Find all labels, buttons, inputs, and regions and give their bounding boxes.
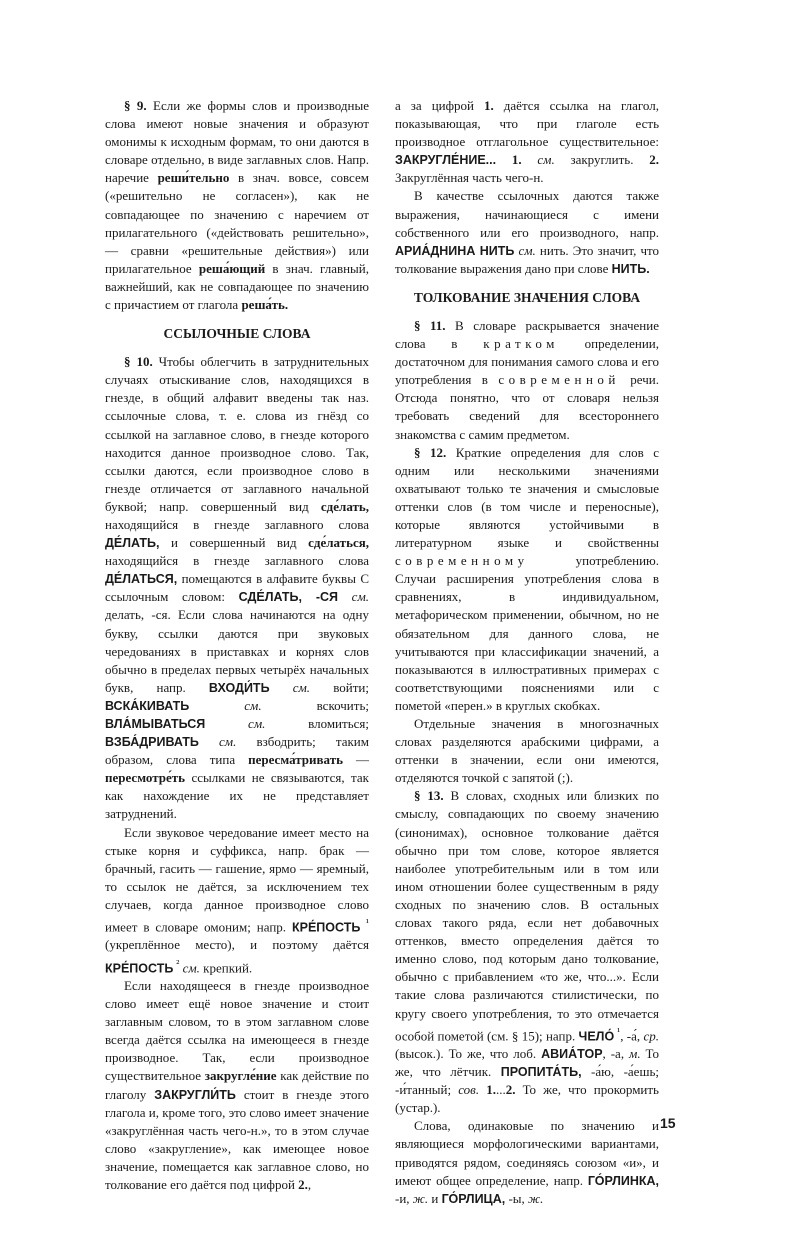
section-number: § 9. <box>124 98 147 113</box>
example-word: сде́латься, <box>308 535 369 551</box>
section-number: § 12. <box>414 444 447 460</box>
abbreviation: ж. <box>412 1190 429 1206</box>
headword: СДЕ́ЛАТЬ, -СЯ <box>238 590 339 605</box>
headword: КРЕ́ПОСТЬ <box>105 960 174 975</box>
abbreviation: м. <box>629 1046 641 1062</box>
abbreviation: см. <box>338 589 369 605</box>
headword: ГО́РЛИЦА, <box>441 1191 506 1206</box>
headword: АРИА́ДНИНА НИТЬ <box>395 243 515 258</box>
example-word: пересма́тривать <box>248 752 343 768</box>
abbreviation: см. <box>189 697 262 713</box>
headword: ВСКА́КИВАТЬ <box>105 698 190 713</box>
paragraph-10-sound-alternation: Если звуковое чередование имеет место на стыке корня и суффикса, напр. брак — брачный, гасить — гашение, ярмо — яремный, то ссылок не даётся, за исключением тех случаев, когда данное производное слово имеет в словаре омоним; напр. КРЕ́ПОСТЬ $^{^1}$ (укреплённое место), и поэтому даётся КРЕ́ПОСТЬ $^{^2}$ см. крепкий. <box>105 824 369 975</box>
example-word: реша́ть. <box>241 297 289 313</box>
abbreviation: см. <box>514 242 536 258</box>
right-column <box>395 97 659 1208</box>
paragraph-10-nested-derivative: Если находящееся в гнезде производное слово имеет ещё новое значение и стоит заглавным словом, то в этом заглавном слове всегда даётся ссылка на имеющееся в гнезде производное. Так, если производное существительное закругле́ние как действие по глаголу ЗАКРУГЛИ́ТЬ стоит в гнезде этого глагола и, кроме того, это слово имеет значение «закруглённая часть чего-н.», то в этом случае слово «закругление», как имеющее новое значение, помещается как заглавное слово, но толкование его даётся под цифрой 2., <box>105 977 370 1192</box>
section-heading-meaning: ТОЛКОВАНИЕ ЗНАЧЕНИЯ СЛОВА <box>413 289 641 305</box>
example-word: сде́лать, <box>320 498 369 514</box>
abbreviation: см. <box>205 716 266 731</box>
example-word: пересмотре́ть <box>105 770 186 786</box>
headword: КРЕ́ПОСТЬ <box>291 920 361 935</box>
abbreviation: ср. <box>643 1027 659 1043</box>
headword: АВИА́ТОР <box>541 1047 603 1062</box>
example-word: закругле́ние <box>204 1068 277 1084</box>
homonym-index: ¹ <box>614 1025 621 1038</box>
paragraph-10: § 10. Чтобы облегчить в затруднительных случаях отыскивание слов, находящихся в гнезде, в общий алфавит введены так наз. ссылочные слова, т. е. слова из гнёзд со ссылкой на заглавное слово, в гнезде которого находится данное производное слово. Так, ссылки даются, если производное слово в гнезде отличается от заглавного начальной буквой; напр. совершенный вид сде́лать, находящийся в гнезде заглавного слова ДЕ́ЛАТЬ, и совершенный вид сде́латься, находящийся в гнезде заглавного слова ДЕ́ЛАТЬСЯ, помещаются в алфавите буквы С ссылочным словом: СДЕ́ЛАТЬ, -СЯ см. делать, -ся. Если слова начинаются на одну букву, ссылки даются при звуковых чередованиях в приставках и корнях слов обычно в пределах первых четырёх начальных букв, напр. ВХОДИ́ТЬ см. войти; ВСКА́КИВАТЬ см. вскочить; ВЛА́МЫВАТЬСЯ см. вломиться; ВЗБА́ДРИВАТЬ см. взбодрить; таким образом, слова типа пересма́тривать — пересмотре́ть ссылками не связываются, так как нахождение их не представляет затруднений. <box>105 354 370 822</box>
abbreviation: сов. <box>458 1082 480 1098</box>
meaning-number: 1. <box>496 152 522 168</box>
headword: ВХОДИ́ТЬ <box>208 680 270 695</box>
headword: ДЕ́ЛАТЬСЯ, <box>105 572 178 587</box>
meaning-number: 2. <box>505 1082 516 1098</box>
left-column <box>105 97 369 1194</box>
abbreviation: см. <box>269 679 311 695</box>
abbreviation: см. <box>198 734 237 750</box>
abbreviation: см. <box>179 959 200 975</box>
headword: ВЛА́МЫВАТЬСЯ <box>105 717 206 731</box>
meaning-number: 2. <box>649 152 659 168</box>
spaced-emphasis: современному <box>395 553 529 569</box>
paragraph-13: § 13. В словах, сходных или близких по смыслу, совпадающих по своему значению (синонимах), основное толкование даётся обычно при том слове, которое является наиболее употребительным или в том или ином отношении более существенным в ряду сходных по значению слов. В остальных словах такого ряда, если нет добавочных оттенков, вместо определения даётся то именно слово, под которым дано толкование, обычно с прибавлением «то же, что...». Если такие слова различаются стилистически, по кругу своего употребления, то это отмечается особой пометой (см. § 15); напр. ЧЕЛО́ $^{^1}$, -а́, ср. (высок.). То же, что лоб. АВИА́ТОР, -а, м. То же, что лётчик. ПРОПИТА́ТЬ, -а́ю, -а́ешь; -и́танный; сов. 1....2. То же, что прокормить (устар.). <box>395 788 660 1116</box>
headword: ПРОПИТА́ТЬ, <box>500 1065 582 1080</box>
paragraph-13-variants: Слова, одинаковые по значению и являющиеся морфологическими вариантами, приводятся рядом, соединяясь союзом «и», и имеют общее определение, напр. ГО́РЛИНКА, -и, ж. и ГО́РЛИЦА, -ы, ж. <box>395 1118 659 1206</box>
example-word: реша́ющий <box>198 260 266 276</box>
headword: ВЗБА́ДРИВАТЬ <box>105 735 199 750</box>
homonym-index: ¹ <box>360 917 369 930</box>
meaning-number: 1. <box>484 98 494 113</box>
page-number: 15 <box>660 1115 676 1131</box>
abbreviation: ж. <box>528 1190 544 1206</box>
paragraph-12-numbering: Отдельные значения в многозначных словах разделяются арабскими цифрами, а оттенки в значении, если они имеются, отделяются точкой с запятой (;). <box>395 716 659 786</box>
example-word: реши́тельно <box>157 170 230 186</box>
paragraph-11: § 11. В словаре раскрывается значение слова в кратком определении, достаточном для понимания самого слова и его употребления в современной речи. Отсюда понятно, что от словаря нельзя требовать сведений для всестороннего знакомства с самим предметом. <box>395 317 659 442</box>
headword: ДЕ́ЛАТЬ, <box>105 536 160 551</box>
headword: ГО́РЛИНКА, <box>587 1173 659 1188</box>
section-number: § 10. <box>124 354 153 370</box>
paragraph-10-proper-names: В качестве ссылочных даются также выражения, начинающиеся с имени собственного или его производного, напр. АРИА́ДНИНА НИТЬ см. нить. Это значит, что толкование выражения дано при слове НИТЬ. <box>395 188 659 276</box>
spaced-emphasis: современной <box>498 372 620 388</box>
homonym-index: ² <box>173 957 180 970</box>
section-number: § 11. <box>414 317 446 333</box>
meaning-number: 1. <box>479 1082 496 1098</box>
headword: ЗАКРУГЛЕ́НИЕ... <box>395 153 497 168</box>
paragraph-12: § 12. Краткие определения для слов с одним или несколькими значениями охватывают только те значения и смысловые оттенки слов (в том числе и переносные), которые являются устойчивыми в литературном языке и свойственны современному употреблению. Случаи расширения употребления слова в сравнениях, в индивидуальном, метафорическом применении, обычном, но не обязательном для данного слова, не учитываются при классификации значений, а показываются в иллюстративных примерах с соответствующими пояснениями или с пометой «перен.» в круглых скобках. <box>395 444 659 713</box>
section-number: § 13. <box>414 788 444 804</box>
meaning-number: 2. <box>298 1177 308 1192</box>
headword: НИТЬ. <box>611 261 650 276</box>
section-heading-links: ССЫЛОЧНЫЕ СЛОВА <box>163 326 311 342</box>
headword: ЧЕЛО́ <box>578 1028 615 1043</box>
paragraph-9: § 9. Если же формы слов и производные слова имеют новые значения и образуют омонимы к исходным формам, то они даются в словаре отдельно, в виде заглавных слов. Напр. наречие реши́тельно в знач. вовсе, совсем («решительно не согласен»), как не совпадающее по значению с наречием от прилагательного («действовать решительно», — сравни «решительные действия») или прилагательное реша́ющий в знач. главный, важнейший, как не совпадающее по значению с причастием от глагола реша́ть. <box>105 98 370 313</box>
abbreviation: см. <box>521 152 555 168</box>
spaced-emphasis: кратком <box>483 336 559 352</box>
headword: ЗАКРУГЛИ́ТЬ <box>154 1087 236 1102</box>
paragraph-10-continued: а за цифрой 1. даётся ссылка на глагол, показывающая, что при глаголе есть производное отглагольное существительное: ЗАКРУГЛЕ́НИЕ... 1. см. закруглить. 2. Закруглённая часть чего-н. <box>395 98 659 186</box>
